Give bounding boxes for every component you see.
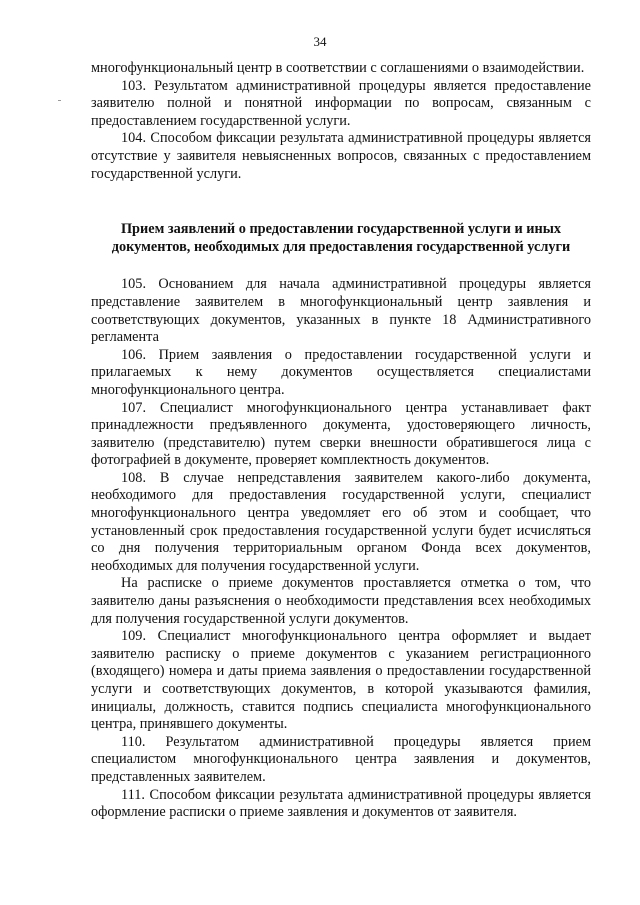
paragraph: 108. В случае непредставления заявителем какого-либо документа, необходимого для предоставления государственной услуги, специалист многофункционального центра уведомляет его об этом и сообщает, что установленный срок предоставления государственной услуги будет исчисляться со дня получения территориальным органом Фонда всех документов, необходимых для получения государственной услуги.: [91, 469, 591, 574]
paragraphs-top: [91, 60, 591, 183]
paragraph: многофункциональный центр в соответствии с соглашениями о взаимодействии.: [91, 60, 585, 76]
paragraph: 109. Специалист многофункционального центра оформляет и выдает заявителю расписку о приеме документов с указанием регистрационного (входящего) номера и даты приема заявления о предоставлении государственной услуги и соответствующих документов, в которой указываются фамилия, инициалы, должность, ставится подпись специалиста многофункционального центра, принявшего документы.: [91, 628, 591, 733]
paragraph: На расписке о приеме документов проставляется отметка о том, что заявителю даны разъяснения о необходимости представления всех необходимых для получения государственной услуги документов.: [91, 575, 591, 627]
paragraph: 103. Результатом административной процедуры является предоставление заявителю полной и понятной информации по вопросам, связанным с предоставлением государственной услуги.: [91, 77, 591, 129]
paragraph: 107. Специалист многофункционального центра устанавливает факт принадлежности предъявленного документа, удостоверяющего личность, заявителю (представителю) путем сверки внешности обратившегося лица с фотографией в документе, проверяет комплектность документов.: [91, 399, 591, 469]
paragraph: 105. Основанием для начала административной процедуры является представление заявителем в многофункциональный центр заявления и соответствующих документов, указанных в пункте 18 Административного регламента: [91, 276, 591, 346]
paragraph: 104. Способом фиксации результата административной процедуры является отсутствие у заявителя невыясненных вопросов, связанных с предоставлением государственной услуги.: [91, 130, 591, 182]
page-number: 34: [313, 34, 327, 49]
paragraph: 110. Результатом административной процедуры является прием специалистом многофункционального центра заявления и документов, представленных заявителем.: [91, 733, 591, 785]
paragraph: 111. Способом фиксации результата административной процедуры является оформление расписки о приеме заявления и документов от заявителя.: [91, 786, 591, 821]
margin-mark: [58, 100, 61, 101]
document-body: [91, 60, 591, 822]
paragraph: 106. Прием заявления о предоставлении государственной услуги и прилагаемых к нему документов осуществляется специалистами многофункционального центра.: [91, 346, 591, 398]
section-heading: Прием заявлений о предоставлении государственной услуги и иных документов, необходимых для предоставления государственной услуги: [111, 221, 571, 255]
paragraphs-bottom: [91, 276, 591, 821]
